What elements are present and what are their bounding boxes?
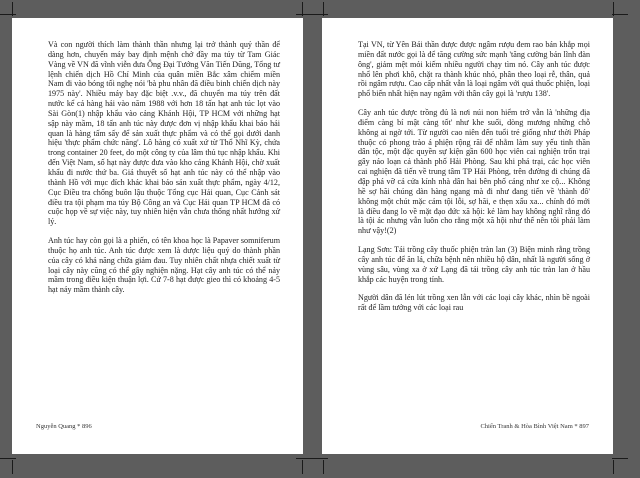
right-page (322, 18, 613, 454)
right-page-footer: Chiến Tranh & Hòa Bình Việt Nam * 897 (480, 423, 589, 430)
left-page-body (48, 40, 280, 295)
crop-mark (12, 460, 13, 474)
right-paragraph-3: Lạng Sơn: Tái trồng cây thuốc phiện tràn lan (3) Biện minh rằng trồng cây anh túc để ăn lá, chữa bệnh nên nhiều hộ dân, nhất là người sống ở vùng sâu, vùng xa ở xứ Lạng đã tái trồng cây anh túc tràn lan ở hầu khắp các huyện trong tỉnh. (358, 245, 590, 284)
crop-mark (613, 2, 614, 16)
right-paragraph-1: Tại VN, từ Yên Bái thần được được ngâm rượu đem rao bán khắp mọi miền đất nước gọi là để tăng cường sức mạnh 'tăng cường bản lĩnh đàn ông', giảm mệt mỏi kiếm nhiều người chạy tìm nó. Cây anh túc được nhổ lên phơi khô, chặt ra thành khúc nhỏ, phân theo loại rễ, thân, quả rồi ngâm rượu. Cao cấp nhất vẫn là loại ngâm với quả thuốc phiện, loại phổ biến nhất hiện nay ngâm với thân cây gọi là 'rượu 138'. (358, 40, 590, 99)
crop-mark (612, 14, 628, 15)
crop-mark (302, 2, 303, 16)
crop-mark (612, 458, 628, 459)
crop-mark (323, 460, 324, 474)
crop-mark (312, 14, 328, 15)
right-paragraph-2: Cây anh túc được trồng đủ là nơi núi non hiểm trở vẫn là 'những địa điểm càng bí mật càng tốt' như khe suối, dòng mương những chỗ không ai ngờ tới. Từ người cao niên đến tuổi trẻ giống như thời Pháp thuộc có phong trào á phiện rộng rãi để nhằm làm suy yếu tinh thần dân tộc, một đặc quyền sự kiện gần 600 học viên cai nghiện trốn trại gây náo loạn cả thành phố Hải Phòng. Sau khi phá trại, các học viên cai nghiện đã tiến về trung tâm TP Hải Phòng, trên đường đi chúng đã đập phá vỡ cả cửa kính nhà dân hai bên phố cảng như xe cộ... Không hề sợ hãi chúng dàn hàng ngang mà đi như đang tiến về 'thành đô' không một chút mặc cảm tội lỗi, sợ hãi, e thẹn xấu xa... chính đó mới là điều đang lo về mặt đạo đức xã hội: kẻ làm hay không nghĩ rằng đó là tội ác nhưng vẫn luôn cho rằng một xã hội như thế nên tôi phải làm như vậy!(2) (358, 108, 590, 236)
left-page (12, 18, 303, 454)
right-page-body (358, 40, 590, 313)
crop-mark (613, 460, 614, 474)
crop-mark (323, 2, 324, 16)
crop-mark (302, 460, 303, 474)
crop-mark (312, 458, 328, 459)
crop-mark (296, 14, 312, 15)
crop-mark (0, 458, 16, 459)
left-paragraph-1: Và con người thích làm thành thần nhưng lại trở thành quỷ thần để dàng hơn, chuyến máy bay định mệnh chở đầy ma túy từ Tam Giác Vàng về VN đã vĩnh viễn đưa Ông Đại Tướng Văn Tiến Dũng, Tổng tư lệnh chiến dịch Hồ Chí Minh của quân miền Bắc xâm chiếm miền Nam đi vào bóng tối nghẹ nói 'bà phu nhân đã điều binh chiến dịch này 1975 này'. Nhiều máy bay đặc biệt .v.v., đã chuyển ma túy trên đất nước kể cả hàng hải vào năm 1988 với hơn 18 tấn hạt anh túc lọt vào Sài Gòn(1) nhập khẩu vào cảng Khánh Hội, TP HCM với những hạt sập này mầm, 18 tấn anh túc này được đơn vị nhập khẩu khai báo hải quan là hàng tấm sấy để sản xuất thực phẩm và có thể gọi dưới danh hiệu 'thực phẩm chức năng'. Lô hàng có xuất xứ từ Thổ Nhĩ Kỳ, chứa trong container 20 feet, do một công ty của lâm thủ tục nhập khẩu. Khi đến Việt Nam, số hạt này được đưa vào kho cảng Khánh Hội, chờ xuất khẩu đi nước thứ ba. Giả thuyết số hạt anh túc này có thể nhập vào thành Hồ với mục đích khác khai báo sản xuất thực phẩm, ngày 4/12, Cục Điều tra chống buôn lậu thuộc Tổng cục Hải quan, Cục Cảnh sát điều tra tội phạm ma túy Bộ Công an và Cục Hải quan TP HCM đã có cuộc họp về sự việc này, tuy nhiên hiện vẫn chưa thống nhất hướng xử lý. (48, 40, 280, 227)
crop-mark (296, 458, 312, 459)
crop-mark (0, 14, 16, 15)
crop-mark (12, 2, 13, 16)
right-paragraph-4: Người dân đã lén lút trồng xen lẫn với các loại cây khác, nhìn bề ngoài rất để lầm tưởng với các loại rau (358, 293, 590, 313)
left-paragraph-2: Anh túc hay còn gọi là a phiến, có tên khoa học là Papaver somniferum thuộc họ anh túc. Anh túc được xem là dược liệu quý do thành phần của cây có khả năng chữa giảm đau. Tuy nhiên chất nhựa chiết xuất từ loại cây này cũng có thể gây nghiện nặng. Hạt cây anh túc có thể nảy mầm trong điều kiện thuận lợi. Cứ 7-8 hạt được gieo thì có khoảng 4-5 hạt nảy mầm thành cây. (48, 236, 280, 295)
left-page-footer: Nguyễn Quang * 896 (36, 423, 92, 430)
